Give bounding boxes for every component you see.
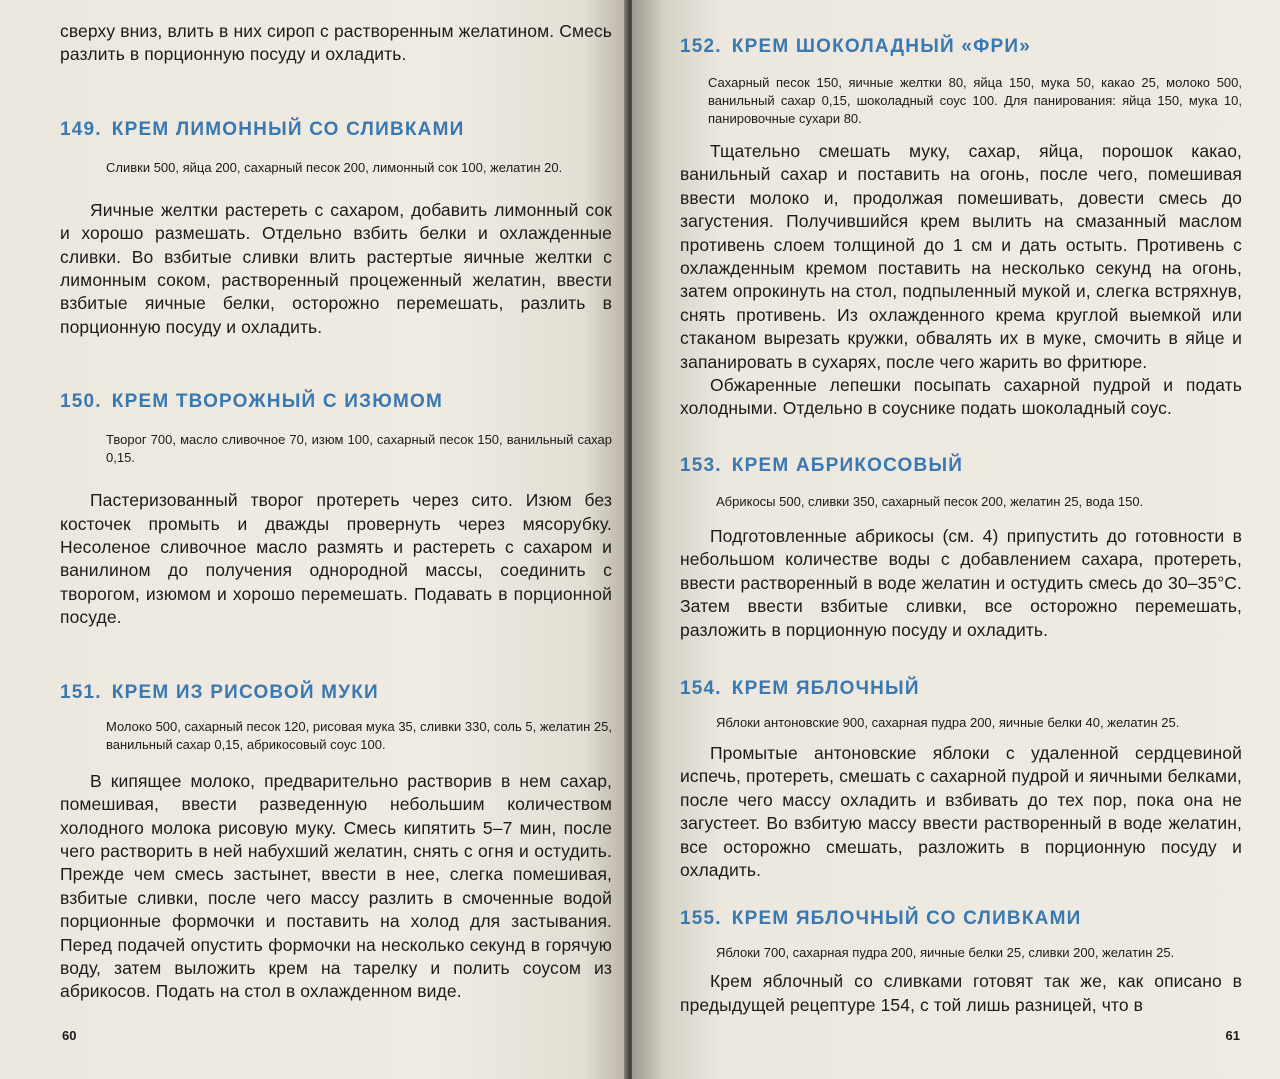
recipe-title: КРЕМ ШОКОЛАДНЫЙ «ФРИ» <box>731 36 1032 57</box>
recipe-paragraph: Крем яблочный со сливками готовят так же, как описано в предыдущей рецептуре 154, с той лишь разницей, что в <box>680 971 1242 1015</box>
recipe-heading <box>680 678 1242 700</box>
recipe-title: КРЕМ АБРИКОСОВЫЙ <box>731 454 964 476</box>
recipe-paragraph: Пастеризованный творог протереть через сито. Изюм без косточек промыть и дважды провернуть через мясорубку. Несоленое сливочное масло размять и растереть с сахаром и ванилином до получения однородной массы, соединить с творогом, изюмом и хорошо перемешать. Подавать в порционной посуде. <box>60 490 612 628</box>
recipe-152 <box>680 36 1242 421</box>
intro-paragraph: сверху вниз, влить в них сироп с растворенным желатином. Смесь разлить в порционную посуду и охладить. <box>60 21 612 65</box>
recipe-paragraph: Яичные желтки растереть с сахаром, добавить лимонный сок и хорошо размешать. Отдельно взбить белки и охлажденные сливки. Во взбитые сливки влить растертые яичные желтки с лимонным соком, растворенный процеженный желатин, ввести взбитые яичные белки, осторожно перемешать, разлить в порционную посуду и охладить. <box>60 199 612 337</box>
left-page <box>0 0 628 1079</box>
recipe-number: 149. <box>60 118 102 140</box>
recipe-ingredients: Молоко 500, сахарный песок 120, рисовая мука 35, сливки 330, соль 5, желатин 25, ванильный сахар 0,15, абрикосовый соус 100. <box>106 718 612 752</box>
recipe-ingredients: Абрикосы 500, сливки 350, сахарный песок 200, желатин 25, вода 150. <box>716 493 1144 509</box>
recipe-ingredients: Сливки 500, яйца 200, сахарный песок 200, лимонный сок 100, желатин 20. <box>106 159 563 175</box>
recipe-title: КРЕМ ИЗ РИСОВОЙ МУКИ <box>111 681 379 703</box>
page-number: 60 <box>62 1028 77 1043</box>
recipe-ingredients: Творог 700, масло сливочное 70, изюм 100, сахарный песок 150, ванильный сахар 0,15. <box>106 432 612 466</box>
recipe-heading <box>60 391 612 413</box>
recipe-paragraph: Тщательно смешать муку, сахар, яйца, порошок какао, ванильный сахар и поставить на огонь, после чего, помешивая ввести молоко и, продолжая помешивать, довести смесь до загустения. Получившийся крем вылить на смазанный маслом противень слоем толщиной до 1 см и дать остыть. Противень с охлажденным кремом поставить на несколько секунд на огонь, затем опрокинуть на стол, подпыленный мукой и, слегка встряхнув, снять противень. Из охлажденного крема круглой выемкой или стаканом вырезать кружки, обвалять их в муке, смочить в яйце и запанировать в сухарях, после чего жарить во фритюре. <box>680 141 1242 372</box>
recipe-number: 152. <box>680 36 722 57</box>
recipe-151 <box>60 682 612 1004</box>
recipe-heading <box>60 119 612 141</box>
page-number: 61 <box>1225 1028 1240 1043</box>
recipe-number: 153. <box>680 454 722 476</box>
recipe-150 <box>60 391 612 629</box>
recipe-heading <box>680 908 1242 930</box>
recipe-number: 151. <box>60 681 102 703</box>
recipe-title: КРЕМ ЯБЛОЧНЫЙ <box>731 677 920 699</box>
recipe-title: КРЕМ ЛИМОННЫЙ СО СЛИВКАМИ <box>111 118 465 140</box>
recipe-155 <box>680 908 1242 1017</box>
recipe-paragraph: В кипящее молоко, предварительно растворив в нем сахар, помешивая, ввести разведенную небольшим количеством холодного молока рисовую муку. Смесь кипятить 5–7 мин, после чего растворить в ней набухший желатин, снять с огня и остудить. Прежде чем смесь застынет, ввести в нее, слегка помешивая, взбитые сливки, после чего массу разлить в смоченные водой порционные формочки и поставить на холод для застывания. Перед подачей опустить формочки на несколько секунд в горячую воду, затем выложить крем на тарелку и полить соусом из абрикосов. Подать на стол в охлажденном виде. <box>60 770 612 1002</box>
recipe-title: КРЕМ ЯБЛОЧНЫЙ СО СЛИВКАМИ <box>731 908 1082 930</box>
recipe-number: 150. <box>60 391 102 413</box>
recipe-ingredients: Яблоки 700, сахарная пудра 200, яичные белки 25, сливки 200, желатин 25. <box>716 945 1175 961</box>
recipe-paragraph: Подготовленные абрикосы (см. 4) припустить до готовности в небольшом количестве воды с добавлением сахара, протереть, ввести растворенный в воде желатин и остудить смесь до 30–35°С. Затем ввести взбитые сливки, все осторожно перемешать, разложить в порционную посуду и охладить. <box>680 525 1242 640</box>
right-page <box>632 0 1280 1079</box>
recipe-153 <box>680 455 1242 642</box>
recipe-heading <box>680 455 1242 477</box>
recipe-heading <box>680 36 1242 58</box>
recipe-ingredients: Яблоки антоновские 900, сахарная пудра 200, яичные белки 40, желатин 25. <box>716 714 1180 730</box>
recipe-149 <box>60 119 612 339</box>
recipe-ingredients: Сахарный песок 150, яичные желтки 80, яйца 150, мука 50, какао 25, молоко 500, ванильный сахар 0,15, шоколадный соус 100. Для панирования: яйца 150, мука 10, панировочные сухари 80. <box>708 75 1242 126</box>
recipe-paragraph: Промытые антоновские яблоки с удаленной сердцевиной испечь, протереть, смешать с сахарной пудрой и яичными белками, после чего массу охладить и взбивать до тех пор, пока она не загустеет. Во взбитую массу ввести растворенный в воде желатин, все осторожно смешать, разложить в порционную посуду и охладить. <box>680 742 1242 880</box>
recipe-heading <box>60 682 612 704</box>
recipe-number: 154. <box>680 677 722 699</box>
recipe-number: 155. <box>680 908 722 930</box>
recipe-title: КРЕМ ТВОРОЖНЫЙ С ИЗЮМОМ <box>111 391 444 413</box>
recipe-154 <box>680 678 1242 882</box>
recipe-paragraph: Обжаренные лепешки посыпать сахарной пудрой и подать холодными. Отдельно в соуснике подать шоколадный соус. <box>680 375 1242 419</box>
